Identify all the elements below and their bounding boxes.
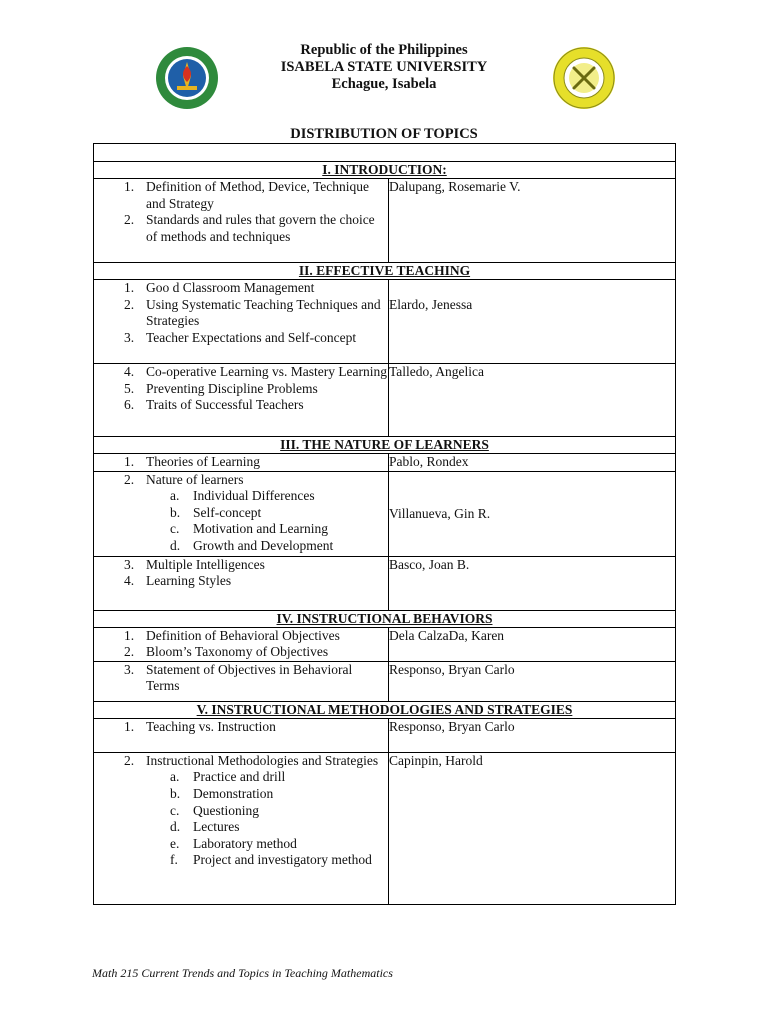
presenter-cell: Dalupang, Rosemarie V. xyxy=(389,179,676,263)
subtopic-text: Lectures xyxy=(193,819,240,835)
topic-list xyxy=(94,364,388,414)
subtopic-text: Laboratory method xyxy=(193,835,297,851)
subtopic-letter: b. xyxy=(170,785,181,801)
topic-number: 1. xyxy=(124,280,135,295)
subtopic-item xyxy=(94,836,388,853)
presenter-cell: Talledo, Angelica xyxy=(389,364,676,437)
topic-text: Theories of Learning xyxy=(146,454,260,469)
topic-item xyxy=(94,719,388,736)
topic-item xyxy=(94,628,388,645)
topic-text: Definition of Behavioral Objectives xyxy=(146,627,340,643)
section-heading: II. EFFECTIVE TEACHING xyxy=(94,263,676,280)
topic-number: 1. xyxy=(124,627,135,643)
presenter-cell: Elardo, Jenessa xyxy=(389,280,676,364)
topic-row xyxy=(94,364,676,437)
topic-item xyxy=(94,644,388,661)
topic-number: 2. xyxy=(124,296,135,312)
presenter-cell: Basco, Joan B. xyxy=(389,556,676,610)
topic-item xyxy=(94,573,388,590)
subtopic-text: Demonstration xyxy=(193,785,274,801)
topic-cell xyxy=(94,364,389,437)
topic-text: Multiple Intelligences xyxy=(146,556,265,572)
topic-item xyxy=(94,557,388,574)
topic-row xyxy=(94,471,676,556)
subtopic-text: Individual Differences xyxy=(193,488,315,504)
subtopic-item xyxy=(94,505,388,522)
topic-number: 3. xyxy=(124,661,135,677)
header-location: Echague, Isabela xyxy=(331,76,437,92)
topic-text: Traits of Successful Teachers xyxy=(146,397,304,413)
subtopic-letter: a. xyxy=(170,769,180,785)
section-heading-row xyxy=(94,162,676,179)
topic-cell xyxy=(94,179,389,263)
topic-item xyxy=(94,179,388,212)
presenter-cell: Responso, Bryan Carlo xyxy=(389,718,676,752)
subtopic-item xyxy=(94,538,388,555)
subtopic-item xyxy=(94,852,388,869)
subtopic-letter: e. xyxy=(170,835,180,851)
topic-number: 2. xyxy=(124,644,135,660)
topic-number: 2. xyxy=(124,212,135,228)
subtopic-text: Motivation and Learning xyxy=(193,521,328,537)
topic-list xyxy=(94,628,388,661)
topic-item xyxy=(94,753,388,770)
subtopic-letter: c. xyxy=(170,521,180,537)
topic-item xyxy=(94,212,388,245)
topic-text: Bloom’s Taxonomy of Objectives xyxy=(146,644,329,660)
subtopic-item xyxy=(94,488,388,505)
topic-cell xyxy=(94,752,389,904)
subtopic-item xyxy=(94,819,388,836)
topic-item xyxy=(94,662,388,695)
topic-row xyxy=(94,627,676,661)
topic-item xyxy=(94,454,388,471)
topic-text: Using Systematic Teaching Techniques and Strategies xyxy=(146,296,381,329)
topic-text: Standards and rules that govern the choice of methods and techniques xyxy=(146,212,375,244)
presenter-cell: Dela CalzaDa, Karen xyxy=(389,627,676,661)
section-heading-row xyxy=(94,701,676,718)
topic-text: Co-operative Learning vs. Mastery Learning xyxy=(146,364,388,379)
subtopic-text: Practice and drill xyxy=(193,769,286,785)
section-heading: IV. INSTRUCTIONAL BEHAVIORS xyxy=(94,610,676,627)
topic-text: Definition of Method, Device, Technique and Strategy xyxy=(146,179,369,211)
subtopic-letter: d. xyxy=(170,819,181,835)
topic-list xyxy=(94,719,388,736)
presenter-cell: Responso, Bryan Carlo xyxy=(389,661,676,701)
topic-row xyxy=(94,454,676,472)
topic-item xyxy=(94,381,388,398)
header-republic: Republic of the Philippines xyxy=(300,42,468,58)
topics-table xyxy=(93,143,676,905)
topic-number: 3. xyxy=(124,556,135,572)
topic-text: Statement of Objectives in Behavioral Terms xyxy=(146,661,353,694)
topic-item xyxy=(94,330,388,347)
topic-number: 4. xyxy=(124,364,135,379)
topic-list xyxy=(94,472,388,555)
topic-text: Preventing Discipline Problems xyxy=(146,380,318,396)
subtopic-text: Self-concept xyxy=(193,504,262,520)
topic-list xyxy=(94,557,388,590)
topic-item xyxy=(94,472,388,489)
cas-seal-logo xyxy=(552,46,616,110)
topic-item xyxy=(94,364,388,381)
subtopic-letter: b. xyxy=(170,504,181,520)
topic-number: 6. xyxy=(124,397,135,413)
topic-text: Goo d Classroom Management xyxy=(146,280,315,295)
subtopic-letter: f. xyxy=(170,852,178,868)
subtopic-item xyxy=(94,786,388,803)
topic-list xyxy=(94,454,388,471)
section-heading-row xyxy=(94,437,676,454)
subtopic-letter: a. xyxy=(170,488,180,504)
subtopic-text: Growth and Development xyxy=(193,537,334,553)
topic-list xyxy=(94,179,388,245)
subtopic-item xyxy=(94,803,388,820)
topic-number: 3. xyxy=(124,329,135,345)
topic-number: 2. xyxy=(124,471,135,487)
section-heading-row xyxy=(94,263,676,280)
topic-row xyxy=(94,280,676,364)
topic-number: 1. xyxy=(124,179,135,194)
topic-row xyxy=(94,179,676,263)
section-heading: V. INSTRUCTIONAL METHODOLOGIES AND STRATEGIES xyxy=(94,701,676,718)
topic-cell xyxy=(94,471,389,556)
topic-row xyxy=(94,661,676,701)
topic-number: 5. xyxy=(124,380,135,396)
topic-cell xyxy=(94,661,389,701)
blank-row xyxy=(94,144,676,162)
topic-cell xyxy=(94,627,389,661)
topic-number: 2. xyxy=(124,752,135,768)
topic-row xyxy=(94,752,676,904)
subtopic-item xyxy=(94,769,388,786)
topic-list xyxy=(94,280,388,346)
presenter-cell: Capinpin, Harold xyxy=(389,752,676,904)
topic-text: Teaching vs. Instruction xyxy=(146,718,276,734)
topic-number: 1. xyxy=(124,718,135,734)
topic-list xyxy=(94,753,388,869)
topic-text: Learning Styles xyxy=(146,573,232,589)
topic-cell xyxy=(94,556,389,610)
topic-number: 4. xyxy=(124,573,135,589)
footer-course: Math 215 Current Trends and Topics in Teaching Mathematics xyxy=(92,966,393,980)
subtopic-text: Questioning xyxy=(193,802,259,818)
topic-row xyxy=(94,556,676,610)
topic-cell xyxy=(94,280,389,364)
topic-list xyxy=(94,662,388,695)
topic-cell xyxy=(94,718,389,752)
topic-text: Teacher Expectations and Self-concept xyxy=(146,329,357,345)
topic-text: Nature of learners xyxy=(146,471,244,487)
header-university: ISABELA STATE UNIVERSITY xyxy=(280,59,488,75)
topic-cell xyxy=(94,454,389,472)
presenter-cell: Pablo, Rondex xyxy=(389,454,676,472)
section-heading: I. INTRODUCTION: xyxy=(94,162,676,179)
subtopic-letter: d. xyxy=(170,537,181,553)
subtopic-letter: c. xyxy=(170,802,180,818)
topic-item xyxy=(94,397,388,414)
section-heading-row xyxy=(94,610,676,627)
letterhead xyxy=(0,0,768,120)
topic-item xyxy=(94,280,388,297)
topic-item xyxy=(94,297,388,330)
subtopic-text: Project and investigatory method xyxy=(193,852,372,868)
section-heading: III. THE NATURE OF LEARNERS xyxy=(94,437,676,454)
subtopic-item xyxy=(94,521,388,538)
document-title: DISTRIBUTION OF TOPICS xyxy=(290,126,478,142)
topic-text: Instructional Methodologies and Strategies xyxy=(146,752,379,768)
topic-row xyxy=(94,718,676,752)
topic-number: 1. xyxy=(124,454,135,469)
presenter-cell: Villanueva, Gin R. xyxy=(389,471,676,556)
